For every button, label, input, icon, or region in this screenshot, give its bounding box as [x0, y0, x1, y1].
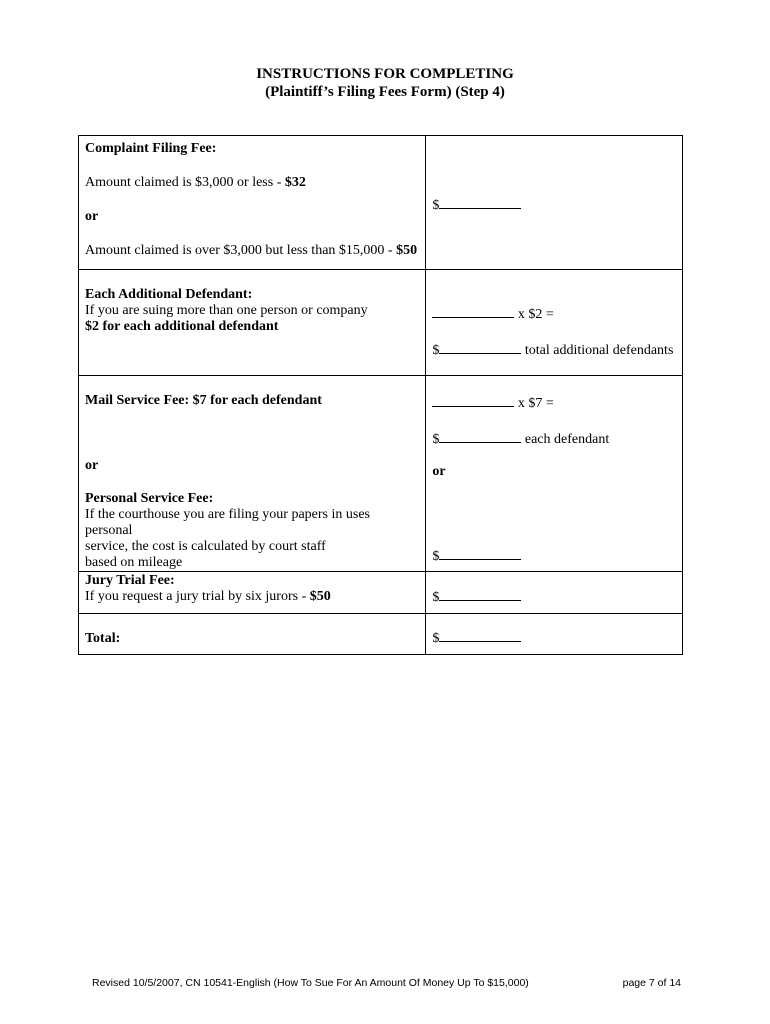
mail-service-heading: Mail Service Fee: $7 for each defendant [85, 393, 322, 408]
jury-trial-blank[interactable] [439, 587, 521, 601]
total-label-cell [79, 614, 426, 655]
additional-defendant-rate: $2 for each additional defendant [85, 319, 279, 334]
filing-fees-table [78, 135, 683, 655]
complaint-option-1-fee: $32 [284, 175, 306, 190]
mail-service-total[interactable]: $ each defendant [432, 429, 676, 448]
personal-service-line-2: service, the cost is calculated by court staff [85, 539, 326, 554]
additional-defendant-label-cell [79, 270, 426, 376]
service-or-right: or [432, 464, 446, 479]
total-amount-cell [426, 614, 683, 655]
mail-service-count-blank[interactable] [432, 393, 514, 407]
complaint-or: or [85, 209, 99, 224]
jury-trial-fee: $50 [309, 589, 331, 604]
complaint-fee-label-cell [79, 136, 426, 270]
additional-defendant-amount-cell [426, 270, 683, 376]
personal-service-amount[interactable]: $ [432, 546, 676, 565]
footer-page-number: page 7 of 14 [622, 977, 681, 989]
service-fee-label-cell [79, 376, 426, 572]
total-amount[interactable]: $ [432, 628, 676, 647]
complaint-fee-amount[interactable]: $ [432, 195, 676, 214]
service-or-left: or [85, 458, 99, 473]
mail-service-total-blank[interactable] [439, 429, 521, 443]
additional-defendant-count-blank[interactable] [432, 304, 514, 318]
additional-defendant-count[interactable]: x $2 = [432, 304, 676, 323]
personal-service-line-1: If the courthouse you are filing your papers in uses personal [85, 507, 370, 538]
service-fee-row [79, 376, 683, 572]
complaint-fee-amount-cell [426, 136, 683, 270]
complaint-option-2-fee: $50 [396, 243, 418, 258]
complaint-fee-blank[interactable] [439, 195, 521, 209]
page-title: INSTRUCTIONS FOR COMPLETING [256, 66, 514, 82]
jury-trial-row [79, 572, 683, 614]
total-blank[interactable] [439, 628, 521, 642]
jury-trial-amount[interactable]: $ [432, 587, 676, 606]
personal-service-line-3: based on mileage [85, 555, 183, 570]
complaint-fee-row [79, 136, 683, 270]
page-subtitle: (Plaintiff’s Filing Fees Form) (Step 4) [265, 84, 505, 100]
jury-trial-label-cell [79, 572, 426, 614]
complaint-fee-heading: Complaint Filing Fee: [85, 141, 217, 156]
footer-revision: Revised 10/5/2007, CN 10541-English (How To Sue For An Amount Of Money Up To $15,000) [92, 977, 529, 989]
additional-defendant-total-blank[interactable] [439, 340, 521, 354]
jury-trial-amount-cell [426, 572, 683, 614]
personal-service-blank[interactable] [439, 546, 521, 560]
mail-service-count[interactable]: x $7 = [432, 393, 676, 412]
total-label: Total: [85, 631, 121, 646]
jury-trial-heading: Jury Trial Fee: [85, 573, 175, 588]
additional-defendant-row [79, 270, 683, 376]
complaint-option-2: Amount claimed is over $3,000 but less than $15,000 - $50 [85, 243, 418, 258]
additional-defendant-desc: If you are suing more than one person or company [85, 303, 368, 318]
additional-defendant-total[interactable]: $ total additional defendants [432, 340, 676, 359]
service-fee-amount-cell [426, 376, 683, 572]
complaint-option-1: Amount claimed is $3,000 or less - $32 [85, 175, 306, 190]
jury-trial-desc: If you request a jury trial by six jurors - $50 [85, 589, 331, 604]
total-row [79, 614, 683, 655]
additional-defendant-heading: Each Additional Defendant: [85, 287, 253, 302]
personal-service-heading: Personal Service Fee: [85, 491, 214, 506]
